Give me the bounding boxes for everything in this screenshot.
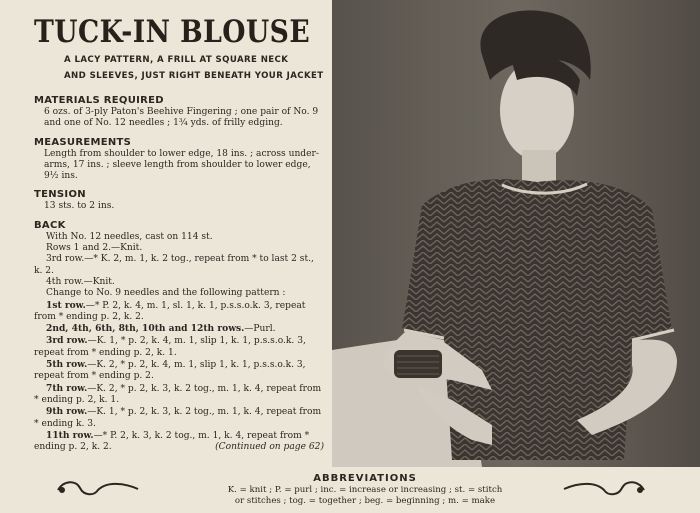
pattern-row-name: 3rd row. xyxy=(46,335,88,347)
pattern-row xyxy=(34,359,324,383)
back-row-3: 3rd row.—* K. 2, m. 1, k. 2 tog., repeat from * to last 2 st., k. 2. xyxy=(34,254,314,276)
title-row xyxy=(34,14,324,50)
abbreviations-heading: ABBREVIATIONS xyxy=(313,473,417,484)
pattern-row-text: —* P. 2, k. 3, k. 2 tog., m. 1, k. 4, repeat from * ending p. 2, k. 2. xyxy=(34,430,310,453)
tension-heading: TENSION xyxy=(34,189,86,201)
measurements-heading: MEASUREMENTS xyxy=(34,136,132,148)
pattern-row-text: —K. 1, * p. 2, k. 4, m. 1, slip 1, k. 1, p.s.s.o.k. 3, repeat from * ending p. 2, k. 1. xyxy=(34,336,306,358)
subtitle-line: A LACY PATTERN, A FRILL AT SQUARE NECK xyxy=(64,55,289,65)
back-change-needles: Change to No. 9 needles and the following pattern : xyxy=(46,288,286,299)
right-flourish-icon xyxy=(560,478,648,500)
pattern-row xyxy=(34,300,324,324)
subtitle xyxy=(64,52,324,84)
tension-text: 13 sts. to 2 ins. xyxy=(44,201,115,212)
pattern-row xyxy=(34,335,324,359)
back-intro-rows: Rows 1 and 2.—Knit. xyxy=(46,243,143,254)
pattern-row-name: 9th row. xyxy=(46,406,88,418)
pattern-row-name: 1st row. xyxy=(46,299,86,311)
pattern-row-text: —Purl. xyxy=(244,324,276,335)
back-heading: BACK xyxy=(34,219,66,231)
measurements-text: Length from shoulder to lower edge, 18 ins. ; across under-arms, 17 ins. ; sleeve length from shoulder to lower edge, 9½ ins. xyxy=(44,148,319,182)
materials-heading: MATERIALS REQUIRED xyxy=(34,95,164,106)
pattern-row xyxy=(34,406,324,430)
pattern-row xyxy=(34,383,324,407)
pattern-text-column xyxy=(34,14,324,453)
pattern-row-text: —K. 2, * p. 2, k. 4, m. 1, slip 1, k. 1, p.s.s.o.k. 3, repeat from * ending p. 2. xyxy=(34,360,306,382)
pattern-row-name: 7th row. xyxy=(46,382,88,394)
back-intro-cast-on: With No. 12 needles, cast on 114 st. xyxy=(46,231,213,242)
back-row-4: 4th row.—Knit. xyxy=(46,276,115,287)
model-photograph xyxy=(332,0,700,467)
pattern-row xyxy=(34,430,324,454)
materials-text: 6 ozs. of 3-ply Paton's Beehive Fingering ; one pair of No. 9 and one of No. 12 needles ; 1¾ yds. of frilly edging. xyxy=(44,107,319,129)
pattern-row-name: 5th row. xyxy=(46,359,88,371)
page-title: TUCK-IN BLOUSE xyxy=(34,14,311,50)
abbreviations-block xyxy=(175,472,555,507)
pattern-row-text: —K. 1, * p. 2, k. 3, k. 2 tog., m. 1, k. 4, repeat from * ending k. 3. xyxy=(34,407,322,429)
pattern-row-text: —* P. 2, k. 4, m. 1, sl. 1, k. 1, p.s.s.o.k. 3, repeat from * ending p. 2, k. 2. xyxy=(34,300,306,322)
subtitle-line: AND SLEEVES, JUST RIGHT BENEATH YOUR JACKET xyxy=(64,71,324,81)
pattern-row-name: 11th row. xyxy=(46,429,94,441)
abbreviations-line: K. = knit ; P. = purl ; inc. = increase or increasing ; st. = stitch xyxy=(227,485,503,495)
pattern-row-text: —K. 2, * p. 2, k. 3, k. 2 tog., m. 1, k. 4, repeat from * ending p. 2, k. 1. xyxy=(34,383,322,405)
model-illustration xyxy=(332,0,700,467)
continued-note: (Continued on page 62) xyxy=(215,442,324,453)
abbreviations-line: or stitches ; tog. = together ; beg. = beginning ; m. = make xyxy=(234,496,496,506)
left-flourish-icon xyxy=(54,478,142,500)
pattern-row xyxy=(34,323,324,335)
pattern-row-name: 2nd, 4th, 6th, 8th, 10th and 12th rows. xyxy=(46,323,245,335)
